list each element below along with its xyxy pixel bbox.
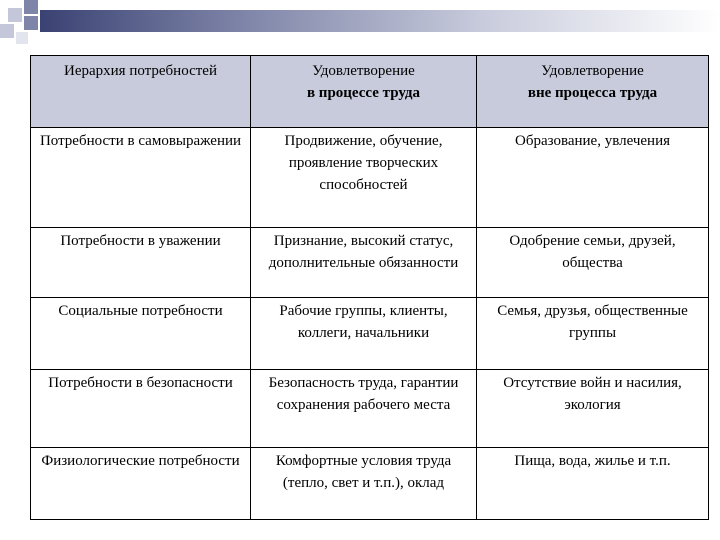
need-cell: Социальные потребности [31,298,251,370]
table-row [31,228,709,298]
table-row [31,128,709,228]
in-work-cell: Продвижение, обучение, проявление творческих способностей [251,128,477,228]
table-row [31,298,709,370]
header-text-bold: в процессе труда [306,85,421,101]
outside-work-cell: Одобрение семьи, друзей, общества [477,228,709,298]
decor-square [0,24,14,38]
decor-square [24,0,38,14]
outside-work-cell: Семья, друзья, общественные группы [477,298,709,370]
header-outside-work [477,56,709,128]
table-row [31,370,709,448]
header-in-work [251,56,477,128]
outside-work-cell: Отсутствие войн и насилия, экология [477,370,709,448]
decor-square [16,32,28,44]
in-work-cell: Комфортные условия труда (тепло, свет и т.п.), оклад [251,448,477,520]
needs-hierarchy-table [30,55,709,520]
header-text-bold: вне процесса труда [527,85,658,101]
table-header-row [31,56,709,128]
need-cell: Физиологические потребности [31,448,251,520]
need-cell: Потребности в безопасности [31,370,251,448]
header-text: Иерархия потребностей [64,63,217,79]
decor-square [24,16,38,30]
decor-square [8,8,22,22]
outside-work-cell: Образование, увлечения [477,128,709,228]
need-cell: Потребности в самовыражении [31,128,251,228]
header-text: Удовлетворение [312,63,415,79]
in-work-cell: Рабочие группы, клиенты, коллеги, начальники [251,298,477,370]
title-bar [40,10,720,32]
in-work-cell: Признание, высокий статус, дополнительные обязанности [251,228,477,298]
in-work-cell: Безопасность труда, гарантии сохранения рабочего места [251,370,477,448]
header-hierarchy [31,56,251,128]
table-row [31,448,709,520]
outside-work-cell: Пища, вода, жилье и т.п. [477,448,709,520]
header-text: Удовлетворение [541,63,644,79]
need-cell: Потребности в уважении [31,228,251,298]
